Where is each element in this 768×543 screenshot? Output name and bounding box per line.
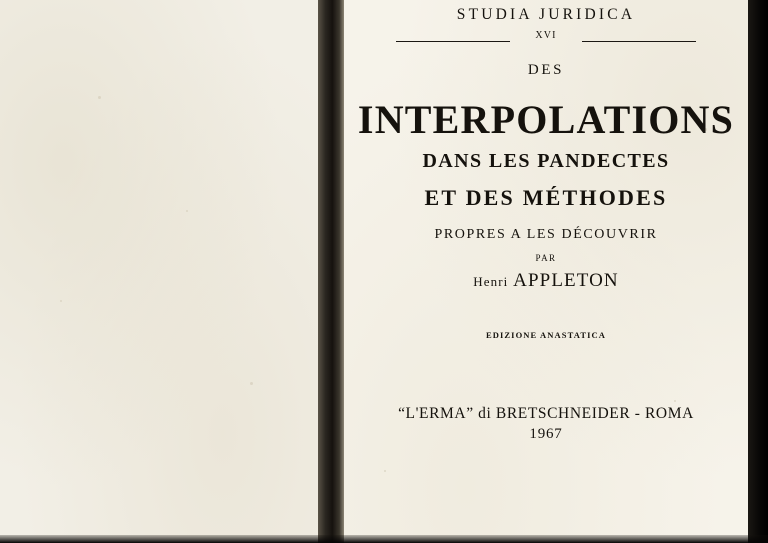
by-label: PAR (535, 253, 557, 263)
edition-note: EDIZIONE ANASTATICA (485, 330, 606, 340)
author-name (344, 270, 748, 292)
paper-speck (250, 382, 253, 385)
paper-speck (60, 300, 62, 302)
title-page-text-block (344, 0, 748, 543)
book-subtitle-1: DANS LES PANDECTES (422, 150, 670, 172)
rule-right (582, 41, 696, 42)
bottom-edge-shadow (0, 535, 768, 543)
book-spine-gutter (318, 0, 344, 543)
paper-speck (98, 96, 101, 99)
series-number: XVI (535, 30, 557, 41)
title-preposition: DES (527, 62, 565, 78)
series-name: STUDIA JURIDICA (456, 6, 636, 23)
rule-left (396, 41, 510, 42)
author-last-name: APPLETON (513, 270, 619, 291)
book-subtitle-2: ET DES MÉTHODES (424, 185, 668, 210)
author-first-name: Henri (473, 274, 509, 289)
publication-year: 1967 (529, 426, 563, 442)
right-edge-shadow (748, 0, 768, 543)
book-subtitle-3: PROPRES A LES DÉCOUVRIR (434, 227, 658, 242)
title-page (344, 0, 748, 543)
paper-speck (186, 210, 188, 212)
left-blank-page (0, 0, 318, 543)
book-title: INTERPOLATIONS (357, 97, 735, 142)
publisher-imprint: “L'ERMA” di BRETSCHNEIDER - ROMA (398, 405, 694, 422)
